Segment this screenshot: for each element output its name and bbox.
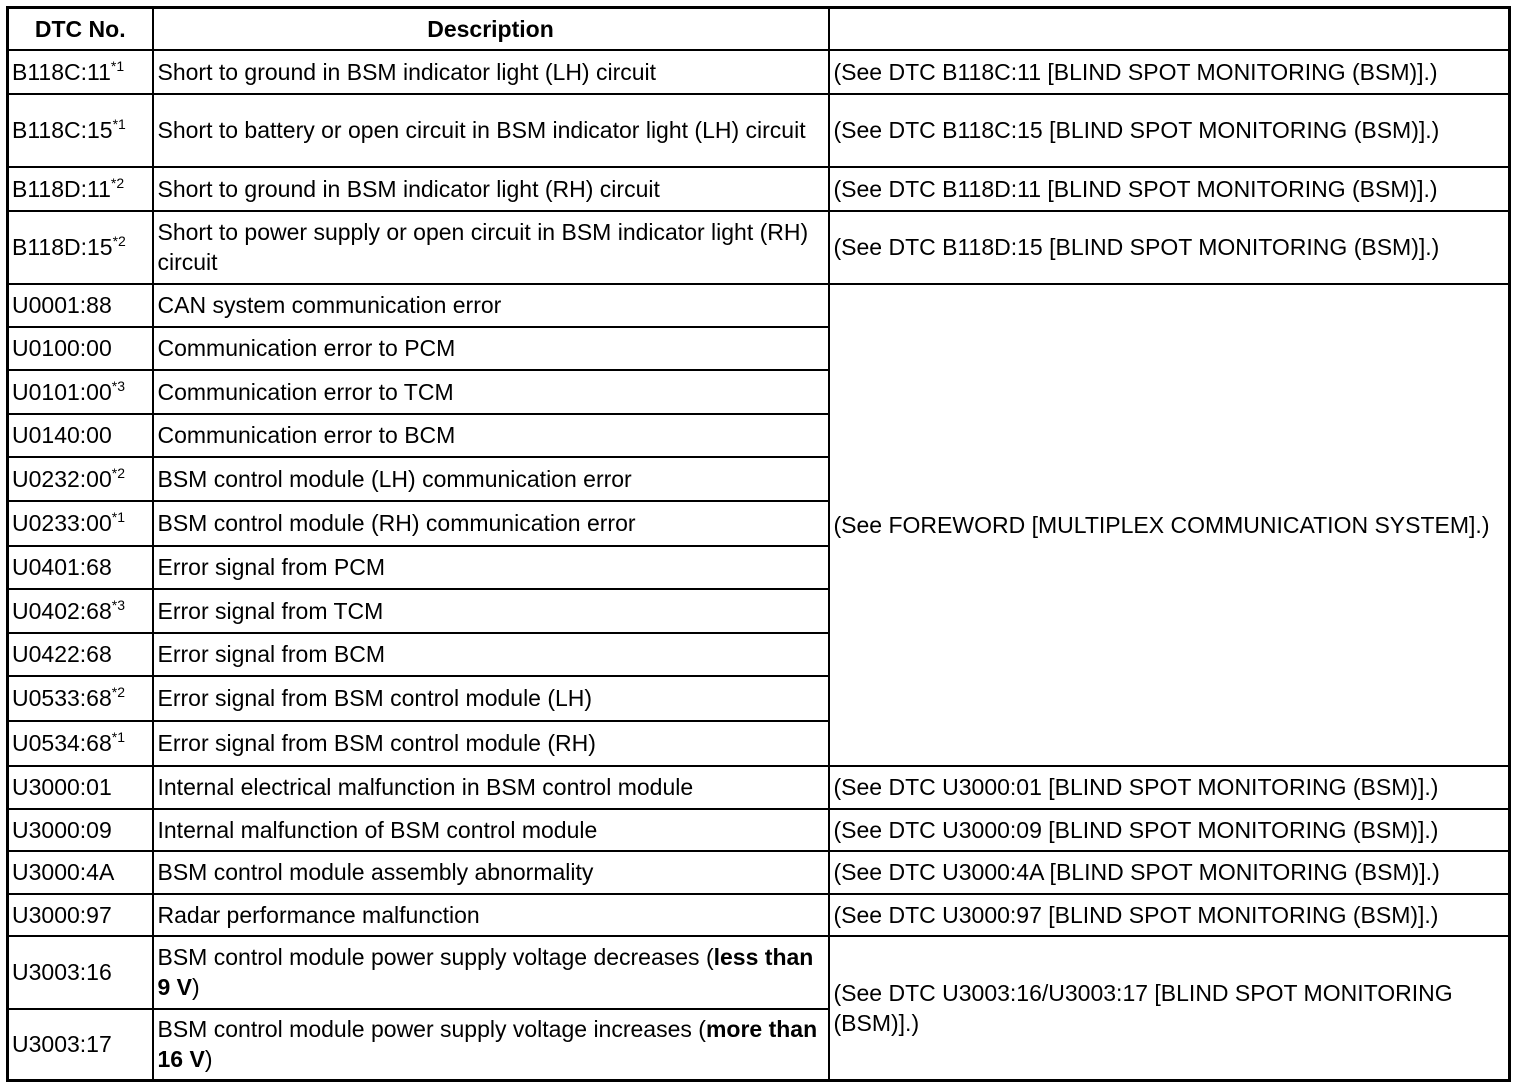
dtc-code-cell <box>8 721 153 766</box>
reference-cell: (See DTC B118C:11 [BLIND SPOT MONITORING (BSM)].) <box>829 50 1510 94</box>
table-row <box>8 851 1510 894</box>
dtc-no-header: DTC No. <box>8 8 153 50</box>
dtc-code-cell <box>8 50 153 94</box>
description-cell: Internal malfunction of BSM control module <box>153 809 829 851</box>
dtc-code-cell <box>8 894 153 936</box>
dtc-code: U0001:88 <box>12 292 112 318</box>
reference-cell: (See DTC U3000:01 [BLIND SPOT MONITORING (BSM)].) <box>829 766 1510 809</box>
dtc-code-cell <box>8 414 153 457</box>
dtc-code: U3000:4A <box>12 859 115 885</box>
dtc-code-cell <box>8 211 153 284</box>
reference-cell: (See DTC U3000:4A [BLIND SPOT MONITORING (BSM)].) <box>829 851 1510 894</box>
description-header: Description <box>153 8 829 50</box>
dtc-code: U3000:01 <box>12 774 112 800</box>
description-cell <box>153 1009 829 1081</box>
voltage-reference-cell: (See DTC U3003:16/U3003:17 [BLIND SPOT MONITORING (BSM)].) <box>829 936 1510 1081</box>
description-cell: BSM control module assembly abnormality <box>153 851 829 894</box>
description-cell: Error signal from BCM <box>153 633 829 676</box>
dtc-code-cell <box>8 1009 153 1081</box>
table-row <box>8 50 1510 94</box>
dtc-code-cell <box>8 851 153 894</box>
description-cell: Communication error to TCM <box>153 370 829 414</box>
description-text-end: ) <box>192 974 200 1000</box>
dtc-code-cell <box>8 327 153 370</box>
reference-cell: (See DTC B118D:11 [BLIND SPOT MONITORING (BSM)].) <box>829 167 1510 211</box>
footnote-mark: *3 <box>111 596 125 613</box>
dtc-code: U0232:00 <box>12 465 112 492</box>
dtc-code-cell <box>8 370 153 414</box>
footnote-mark: *2 <box>110 174 125 191</box>
description-cell: BSM control module (RH) communication error <box>153 501 829 546</box>
footnote-mark: *1 <box>111 729 125 745</box>
table-row <box>8 936 1510 1009</box>
dtc-code: B118C:15 <box>12 117 113 143</box>
dtc-code: B118D:11 <box>12 175 111 202</box>
dtc-code: U3000:97 <box>12 901 112 928</box>
description-cell: Internal electrical malfunction in BSM control module <box>153 766 829 809</box>
dtc-code-cell <box>8 546 153 589</box>
description-cell: Short to ground in BSM indicator light (LH) circuit <box>153 50 829 94</box>
dtc-code-cell <box>8 457 153 501</box>
footnote-mark: *1 <box>111 509 125 525</box>
reference-cell: (See DTC B118D:15 [BLIND SPOT MONITORING (BSM)].) <box>829 211 1510 284</box>
voltage-threshold: more than 16 V <box>157 1016 818 1073</box>
dtc-code: U0533:68 <box>12 685 112 711</box>
description-cell: Error signal from PCM <box>153 546 829 589</box>
dtc-code-cell <box>8 94 153 167</box>
dtc-code: U0101:00 <box>12 378 112 405</box>
header-row <box>8 8 1510 50</box>
footnote-mark: *1 <box>112 116 126 132</box>
table-row <box>8 766 1510 809</box>
footnote-mark: *2 <box>111 684 125 700</box>
dtc-code: U0402:68 <box>12 597 112 624</box>
dtc-code-cell <box>8 633 153 676</box>
table-row <box>8 809 1510 851</box>
table-row <box>8 284 1510 327</box>
table-row <box>8 211 1510 284</box>
footnote-mark: *2 <box>111 464 125 481</box>
footnote-mark: *1 <box>110 57 125 74</box>
table-row <box>8 167 1510 211</box>
dtc-code: U3003:16 <box>12 959 112 985</box>
dtc-code: U0401:68 <box>12 554 112 580</box>
description-cell: Error signal from TCM <box>153 589 829 633</box>
description-text: BSM control module power supply voltage decreases ( <box>157 944 714 970</box>
description-cell: Short to battery or open circuit in BSM indicator light (LH) circuit <box>153 94 829 167</box>
dtc-code-cell <box>8 589 153 633</box>
footnote-mark: *3 <box>111 377 125 394</box>
reference-cell: (See DTC U3000:97 [BLIND SPOT MONITORING (BSM)].) <box>829 894 1510 936</box>
voltage-threshold: less than 9 V <box>157 944 814 1000</box>
dtc-code: B118C:11 <box>12 58 111 85</box>
table-row <box>8 894 1510 936</box>
reference-cell: (See DTC B118C:15 [BLIND SPOT MONITORING (BSM)].) <box>829 94 1510 167</box>
description-cell: Short to power supply or open circuit in BSM indicator light (RH) circuit <box>153 211 829 284</box>
reference-header <box>829 8 1510 50</box>
description-cell: Short to ground in BSM indicator light (RH) circuit <box>153 167 829 211</box>
description-cell: Error signal from BSM control module (LH) <box>153 676 829 721</box>
footnote-mark: *2 <box>112 233 126 249</box>
description-cell: CAN system communication error <box>153 284 829 327</box>
description-cell: Communication error to PCM <box>153 327 829 370</box>
multiplex-reference-cell: (See FOREWORD [MULTIPLEX COMMUNICATION SYSTEM].) <box>829 284 1510 766</box>
description-text: BSM control module power supply voltage increases ( <box>157 1016 706 1043</box>
description-cell: Communication error to BCM <box>153 414 829 457</box>
table-row <box>8 94 1510 167</box>
dtc-code: U0233:00 <box>12 510 112 536</box>
description-cell: BSM control module (LH) communication error <box>153 457 829 501</box>
description-text-end: ) <box>204 1046 213 1073</box>
dtc-code: U0100:00 <box>12 335 112 361</box>
dtc-code: U0534:68 <box>12 730 112 756</box>
dtc-code: U3003:17 <box>12 1031 112 1058</box>
reference-cell: (See DTC U3000:09 [BLIND SPOT MONITORING (BSM)].) <box>829 809 1510 851</box>
dtc-code-cell <box>8 501 153 546</box>
dtc-code: U0422:68 <box>12 641 112 667</box>
description-cell: Radar performance malfunction <box>153 894 829 936</box>
dtc-code-cell <box>8 284 153 327</box>
description-cell <box>153 936 829 1009</box>
dtc-code-cell <box>8 766 153 809</box>
dtc-code-cell <box>8 809 153 851</box>
dtc-code-cell <box>8 167 153 211</box>
dtc-code-cell <box>8 936 153 1009</box>
dtc-code: U3000:09 <box>12 816 112 843</box>
dtc-code: U0140:00 <box>12 422 112 448</box>
description-cell: Error signal from BSM control module (RH) <box>153 721 829 766</box>
dtc-code-cell <box>8 676 153 721</box>
dtc-table <box>6 6 1511 1082</box>
dtc-code: B118D:15 <box>12 234 113 260</box>
